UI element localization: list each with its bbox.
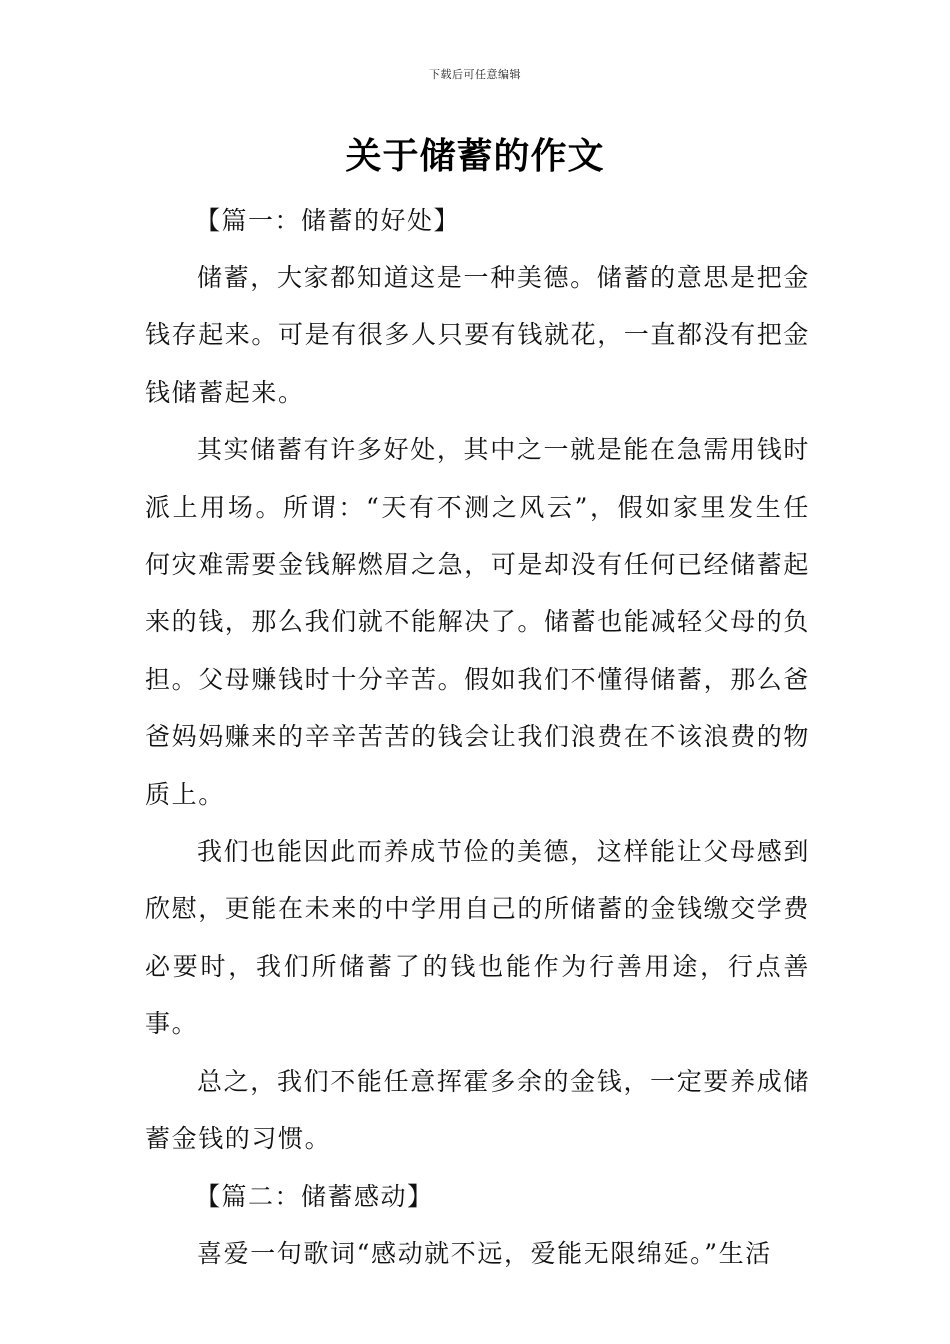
section-heading: 【篇一：储蓄的好处】 [195, 206, 461, 235]
paragraph: 喜爱一句歌词“感动就不远，爱能无限绵延。”生活 [197, 1238, 772, 1268]
header-note: 下载后可任意编辑 [429, 68, 521, 81]
paragraph: 储蓄，大家都知道这是一种美德。储蓄的意思是把金钱存起来。可是有很多人只要有钱就花，一直都没有把金钱储蓄起来。 [145, 263, 811, 407]
paragraph: 其实储蓄有许多好处，其中之一就是能在急需用钱时派上用场。所谓：“天有不测之风云”，假如家里发生任何灾难需要金钱解燃眉之急，可是却没有任何已经储蓄起来的钱，那么我们就不能解决了。储蓄也能减轻父母的负担。父母赚钱时十分辛苦。假如我们不懂得储蓄，那么爸爸妈妈赚来的辛辛苦苦的钱会让我们浪费在不该浪费的物质上。 [145, 435, 811, 809]
document-title: 关于储蓄的作文 [345, 136, 605, 177]
document-body [145, 192, 810, 1282]
paragraph: 我们也能因此而养成节俭的美德，这样能让父母感到欣慰，更能在未来的中学用自己的所储蓄的金钱缴交学费必要时，我们所储蓄了的钱也能作为行善用途，行点善事。 [145, 837, 811, 1039]
section-heading: 【篇二：储蓄感动】 [195, 1181, 434, 1211]
paragraph: 总之，我们不能任意挥霍多余的金钱，一定要养成储蓄金钱的习惯。 [145, 1066, 810, 1154]
